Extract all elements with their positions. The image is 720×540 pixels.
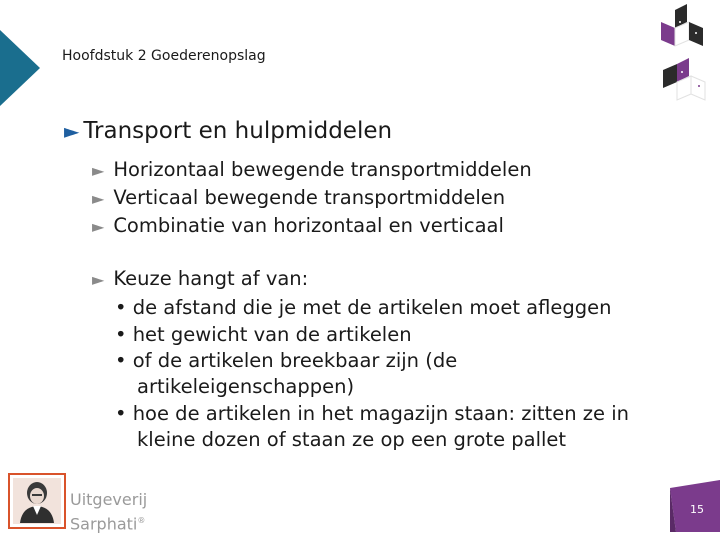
bullet-item [92,157,532,184]
bullet-arrow-icon: ► [92,217,105,236]
bullet-arrow-icon: ► [92,270,105,289]
bullet-text: Combinatie van horizontaal en verticaal [113,214,504,237]
corner-accent-shape [0,30,40,106]
choice-heading [92,266,308,293]
choice-point: • of de artikelen breekbaar zijn (de [115,349,458,372]
slide-title-text: Transport en hulpmiddelen [83,118,393,144]
title-arrow-icon: ► [64,119,80,143]
decorative-cubes-icon [655,0,715,110]
bullet-item [92,185,505,212]
bullet-arrow-icon: ► [92,189,105,208]
bullet-text: Verticaal bewegende transportmiddelen [113,186,506,209]
choice-label: Keuze hangt af van: [113,267,309,290]
slide-title [64,118,392,144]
registered-mark: ® [137,516,146,525]
bullet-arrow-icon: ► [92,161,105,180]
chapter-heading: Hoofdstuk 2 Goederenopslag [62,48,266,64]
bullet-item [92,213,504,240]
choice-point: • de afstand die je met de artikelen moet afleggen [115,296,612,319]
choice-point: • hoe de artikelen in het magazijn staan: zitten ze in [115,402,629,425]
publisher-line-2: Sarphati [70,514,138,534]
choice-point-continuation: kleine dozen of staan ze op een grote pallet [137,428,567,451]
bullet-text: Horizontaal bewegende transportmiddelen [113,158,532,181]
page-number: 15 [690,503,704,516]
publisher-name [70,489,147,534]
publisher-logo [8,473,66,529]
publisher-line-1: Uitgeverij [70,490,148,509]
choice-point: • het gewicht van de artikelen [115,323,412,346]
choice-point-continuation: artikeleigenschappen) [137,375,355,398]
